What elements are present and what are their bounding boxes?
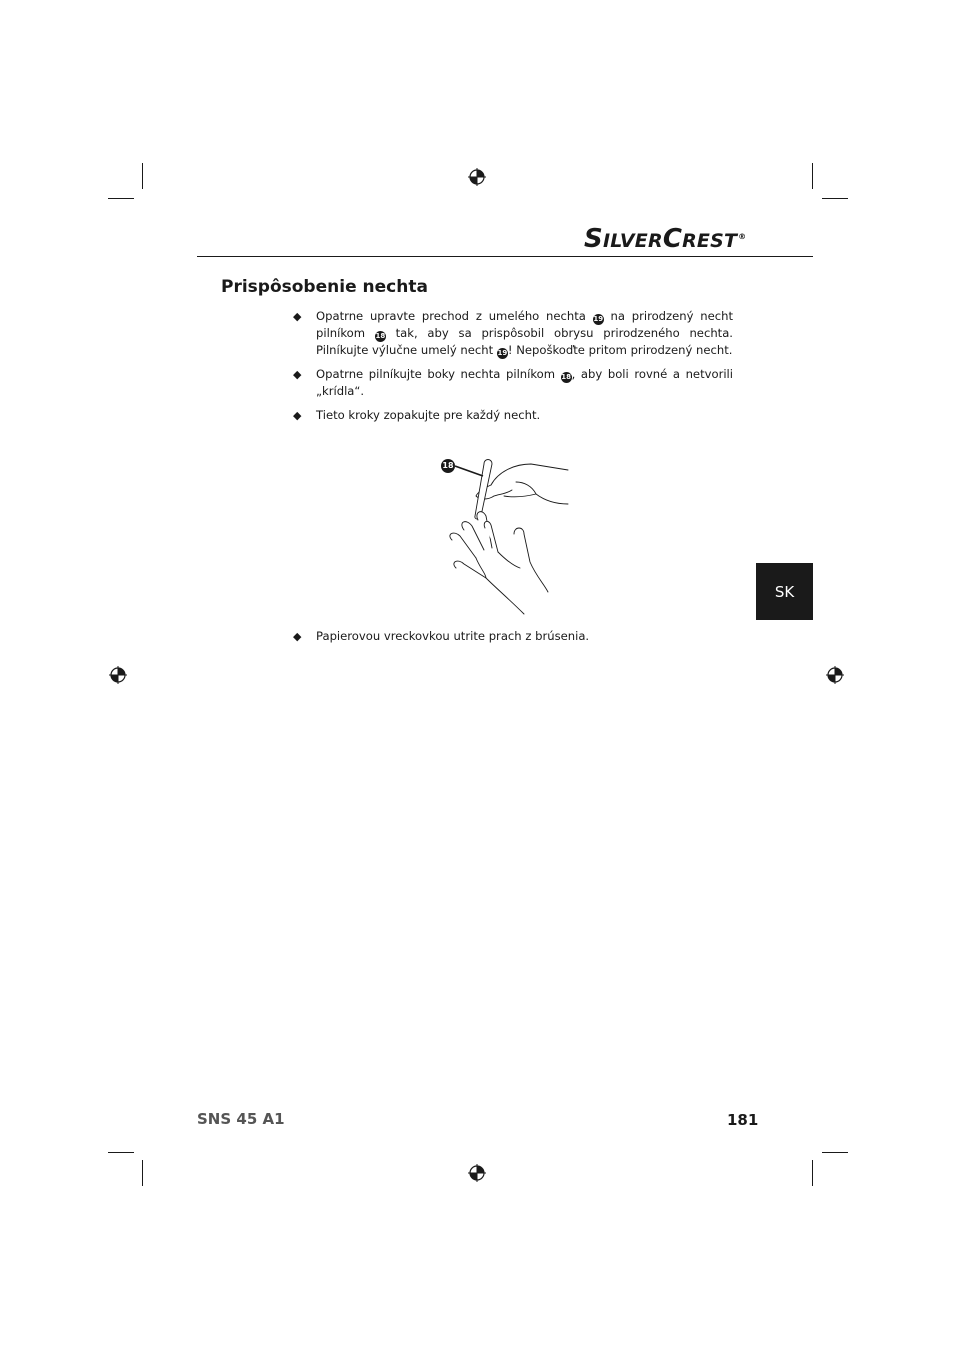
list-item: ◆ Papierovou vreckovkou utrite prach z brúsenia.	[293, 629, 590, 643]
list-item: ◆ Opatrne upravte prechod z umelého nechta 19 na prirodzený necht pilníkom 18 tak, aby sa prispôsobil obrysu prirodzeného nechta. Pilníkujte výlučne umelý necht 19! Nepoškoďte pritom prirodzený necht.	[293, 309, 733, 357]
registration-mark-icon	[108, 665, 128, 685]
registration-mark-icon	[467, 167, 487, 187]
header-rule	[197, 256, 813, 257]
registration-mark-icon	[825, 665, 845, 685]
part-number-badge: 18	[561, 373, 572, 381]
instruction-list-continued	[293, 628, 733, 652]
section-heading: Prispôsobenie nechta	[221, 277, 428, 297]
bullet-diamond-icon: ◆	[293, 630, 302, 643]
list-item: ◆ Opatrne pilníkujte boky nechta pilníkom 18, aby boli rovné a netvorili „krídla“.	[293, 367, 733, 398]
callout-leader-line	[455, 462, 485, 482]
crop-mark	[142, 163, 143, 189]
language-tab: SK	[756, 563, 813, 620]
crop-mark	[108, 1152, 134, 1153]
crop-mark	[108, 198, 134, 199]
crop-mark	[142, 1160, 143, 1186]
part-number-badge: 19	[593, 315, 604, 323]
model-number: SNS 45 A1	[197, 1110, 285, 1128]
crop-mark	[822, 198, 848, 199]
page-number: 181	[727, 1111, 759, 1129]
part-number-badge: 19	[497, 349, 508, 357]
crop-mark	[812, 163, 813, 189]
part-number-badge: 18	[375, 332, 386, 340]
brand-logo: SILVERCREST®	[584, 224, 747, 254]
bullet-diamond-icon: ◆	[293, 409, 302, 422]
list-item: ◆ Tieto kroky zopakujte pre každý necht.	[293, 408, 541, 422]
bullet-diamond-icon: ◆	[293, 310, 302, 323]
bullet-diamond-icon: ◆	[293, 368, 302, 381]
crop-mark	[812, 1160, 813, 1186]
instruction-list	[293, 308, 733, 431]
registration-mark-icon	[467, 1163, 487, 1183]
crop-mark	[822, 1152, 848, 1153]
part-callout-badge: 18	[441, 459, 455, 473]
